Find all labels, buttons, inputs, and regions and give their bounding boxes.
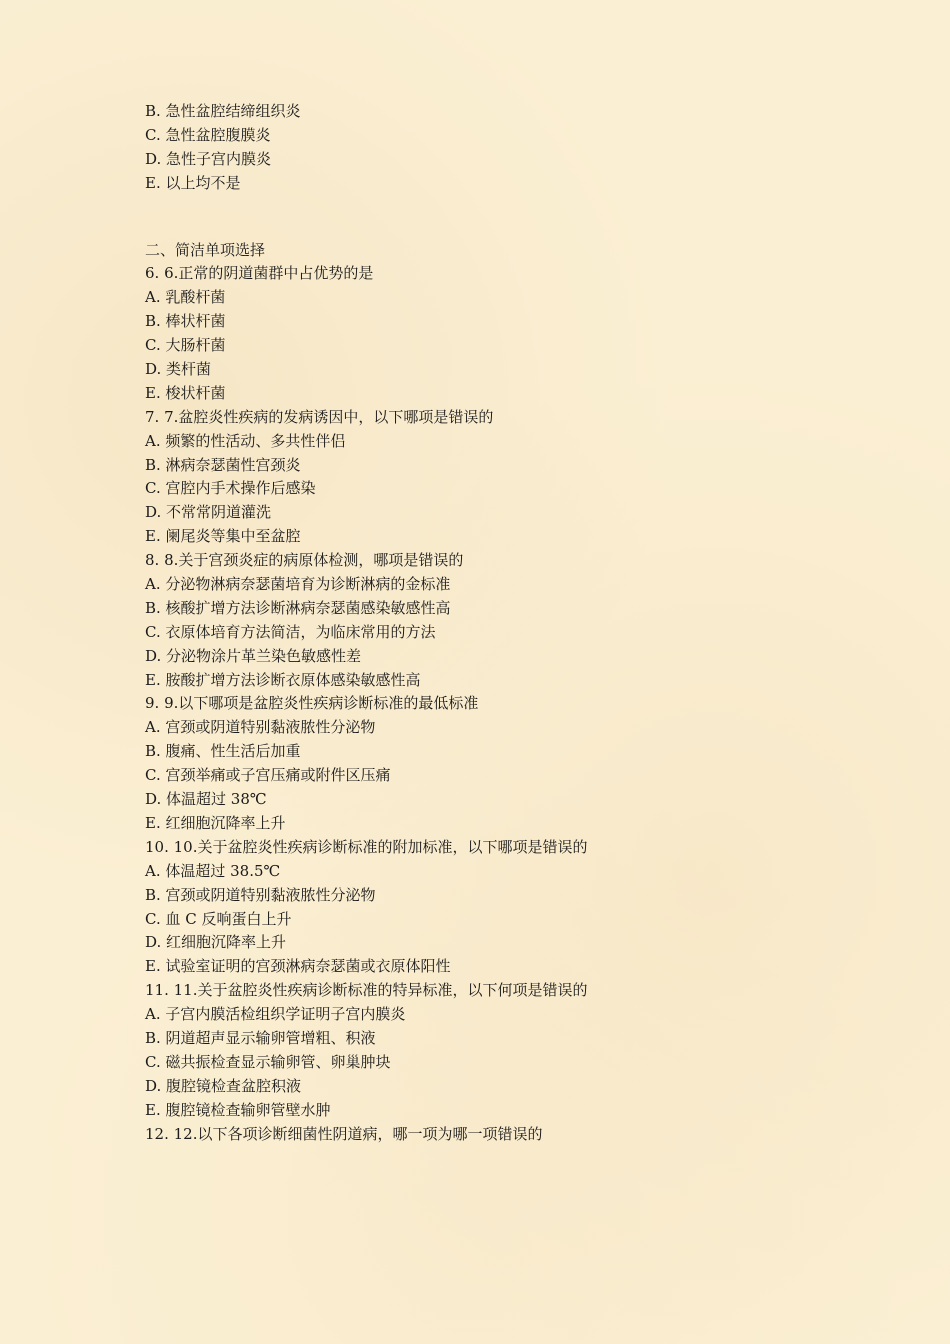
option-b: B. 腹痛、性生活后加重 [145, 742, 301, 761]
question-9 [145, 692, 845, 835]
section-heading: 二、简洁单项选择 [145, 240, 266, 259]
question-stem: 11. 11.关于盆腔炎性疾病诊断标准的特异标准，以下何项是错误的 [145, 981, 588, 1000]
question-12 [145, 1123, 845, 1147]
option-b: B. 核酸扩增方法诊断淋病奈瑟菌感染敏感性高 [145, 598, 451, 617]
document-content [145, 100, 845, 1146]
option-a: A. 乳酸杆菌 [145, 288, 226, 307]
option-b: B. 阴道超声显示输卵管增粗、积液 [145, 1028, 376, 1047]
option-d: D. 急性子宫内膜炎 [145, 149, 272, 168]
option-e: E. 以上均不是 [145, 173, 241, 192]
option-d: D. 分泌物涂片革兰染色敏感性差 [145, 646, 362, 665]
option-d: D. 红细胞沉降率上升 [145, 933, 287, 952]
option-e: E. 红细胞沉降率上升 [145, 813, 286, 832]
option-d: D. 体温超过 38℃ [145, 790, 267, 809]
option-a: A. 体温超过 38.5℃ [145, 861, 281, 880]
question-stem: 7. 7.盆腔炎性疾病的发病诱因中，以下哪项是错误的 [145, 407, 494, 426]
question-8 [145, 549, 845, 692]
section-gap [145, 196, 845, 239]
question-stem: 9. 9.以下哪项是盆腔炎性疾病诊断标准的最低标准 [145, 694, 479, 713]
option-b: B. 宫颈或阴道特别黏液脓性分泌物 [145, 885, 376, 904]
option-c: C. 宫腔内手术操作后感染 [145, 479, 316, 498]
option-c: C. 急性盆腔腹膜炎 [145, 125, 271, 144]
option-a: A. 宫颈或阴道特别黏液脓性分泌物 [145, 718, 376, 737]
question-stem: 12. 12.以下各项诊断细菌性阴道病，哪一项为哪一项错误的 [145, 1124, 543, 1143]
option-e: E. 胺酸扩增方法诊断衣原体感染敏感性高 [145, 670, 421, 689]
option-b: B. 棒状杆菌 [145, 312, 226, 331]
question-11 [145, 979, 845, 1122]
question-6 [145, 262, 845, 405]
option-a: A. 子宫内膜活检组织学证明子宫内膜炎 [145, 1005, 406, 1024]
option-d: D. 腹腔镜检查盆腔积液 [145, 1076, 302, 1095]
option-c: C. 大肠杆菌 [145, 336, 226, 355]
option-e: E. 腹腔镜检查输卵管壁水肿 [145, 1100, 331, 1119]
option-e: E. 试验室证明的宫颈淋病奈瑟菌或衣原体阳性 [145, 957, 451, 976]
option-e: E. 梭状杆菌 [145, 383, 226, 402]
option-a: A. 分泌物淋病奈瑟菌培育为诊断淋病的金标准 [145, 575, 451, 594]
option-d: D. 不常常阴道灌洗 [145, 503, 272, 522]
question-stem: 6. 6.正常的阴道菌群中占优势的是 [145, 264, 374, 283]
option-b: B. 淋病奈瑟菌性宫颈炎 [145, 455, 301, 474]
option-d: D. 类杆菌 [145, 360, 212, 379]
option-a: A. 频繁的性活动、多共性伴侣 [145, 431, 346, 450]
option-c: C. 宫颈举痛或子宫压痛或附件区压痛 [145, 766, 391, 785]
option-c: C. 磁共振检查显示输卵管、卵巢肿块 [145, 1052, 391, 1071]
option-c: C. 衣原体培育方法简洁，为临床常用的方法 [145, 622, 436, 641]
question-10 [145, 836, 845, 979]
prev-question-options [145, 100, 845, 196]
option-e: E. 阑尾炎等集中至盆腔 [145, 527, 301, 546]
option-b: B. 急性盆腔结缔组织炎 [145, 102, 301, 120]
option-c: C. 血 C 反响蛋白上升 [145, 909, 292, 928]
question-7 [145, 406, 845, 549]
question-stem: 10. 10.关于盆腔炎性疾病诊断标准的附加标准，以下哪项是错误的 [145, 837, 588, 856]
question-stem: 8. 8.关于宫颈炎症的病原体检测，哪项是错误的 [145, 551, 464, 570]
